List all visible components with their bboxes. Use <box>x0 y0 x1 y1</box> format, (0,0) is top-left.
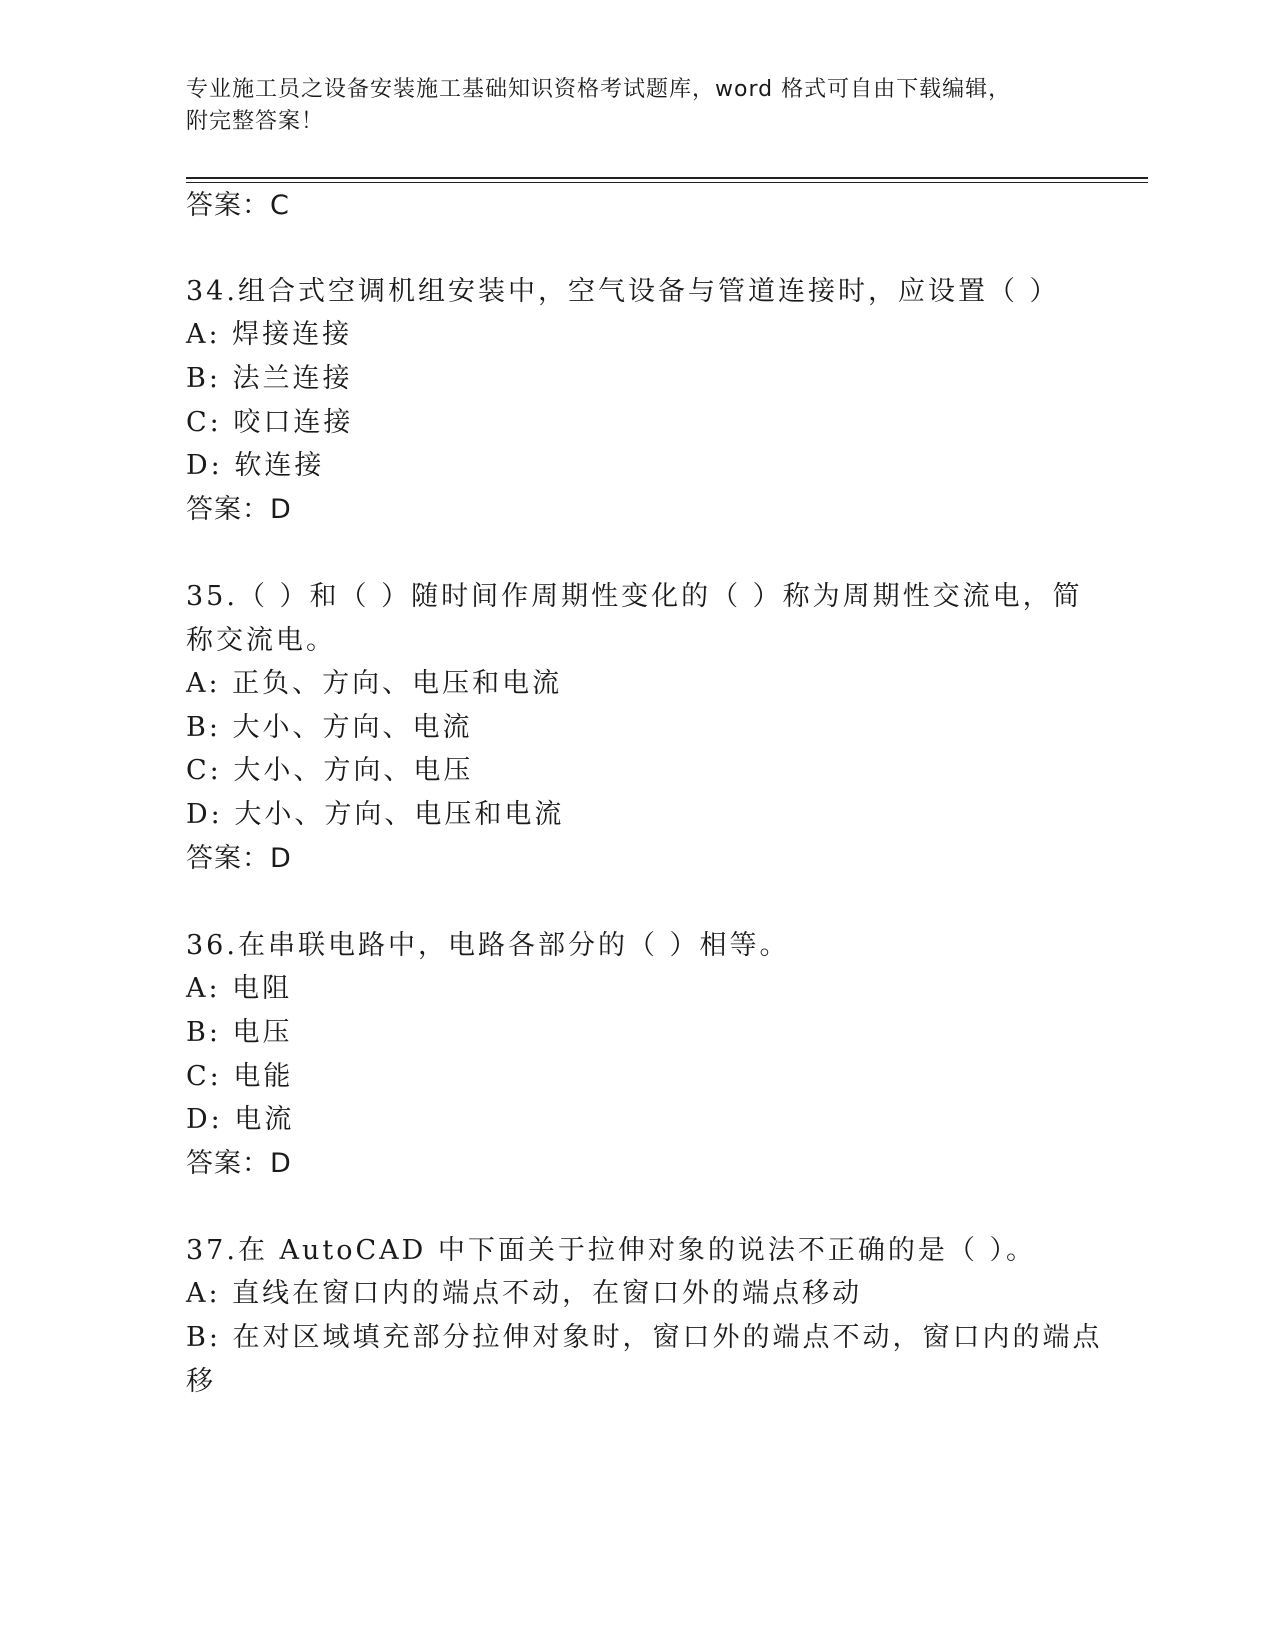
question-36-text: 36.在串联电路中，电路各部分的（ ）相等。 <box>186 930 790 961</box>
header-divider <box>186 177 1148 179</box>
question-35-text-line-2: 称交流电。 <box>186 625 336 656</box>
question-37-text: 37.在 AutoCAD 中下面关于拉伸对象的说法不正确的是（ ）。 <box>186 1235 1036 1266</box>
question-34-option-c: C: 咬口连接 <box>186 407 354 438</box>
header-line-2: 附完整答案！ <box>186 109 325 134</box>
answer-previous: 答案：C <box>186 190 290 221</box>
document-header <box>186 74 1066 138</box>
question-35-option-c: C: 大小、方向、电压 <box>186 755 474 786</box>
question-37-option-b-continued: 移 <box>186 1366 216 1397</box>
question-36-option-b: B: 电压 <box>186 1017 293 1048</box>
header-divider-thin <box>186 182 1148 183</box>
question-37-option-a: A: 直线在窗口内的端点不动，在窗口外的端点移动 <box>186 1278 863 1309</box>
question-35-text-line-1: 35.（ ）和（ ）随时间作周期性变化的（ ）称为周期性交流电，简 <box>186 581 1083 612</box>
question-35-answer: 答案：D <box>186 843 292 874</box>
question-35-option-a: A: 正负、方向、电压和电流 <box>186 668 563 699</box>
question-37-option-b: B: 在对区域填充部分拉伸对象时，窗口外的端点不动，窗口内的端点 <box>186 1322 1103 1353</box>
question-36-option-a: A: 电阻 <box>186 973 293 1004</box>
header-line-1: 专业施工员之设备安装施工基础知识资格考试题库，word 格式可自由下载编辑， <box>186 77 1012 102</box>
question-34-answer: 答案：D <box>186 494 292 525</box>
question-34-text: 34.组合式空调机组安装中，空气设备与管道连接时，应设置（ ） <box>186 276 1060 307</box>
question-36-option-d: D: 电流 <box>186 1104 295 1135</box>
question-35-option-d: D: 大小、方向、电压和电流 <box>186 799 565 830</box>
question-34-option-a: A: 焊接连接 <box>186 319 353 350</box>
question-34-option-d: D: 软连接 <box>186 450 325 481</box>
question-35-option-b: B: 大小、方向、电流 <box>186 712 473 743</box>
question-36-option-c: C: 电能 <box>186 1061 294 1092</box>
question-34-option-b: B: 法兰连接 <box>186 363 353 394</box>
question-36-answer: 答案：D <box>186 1148 292 1179</box>
